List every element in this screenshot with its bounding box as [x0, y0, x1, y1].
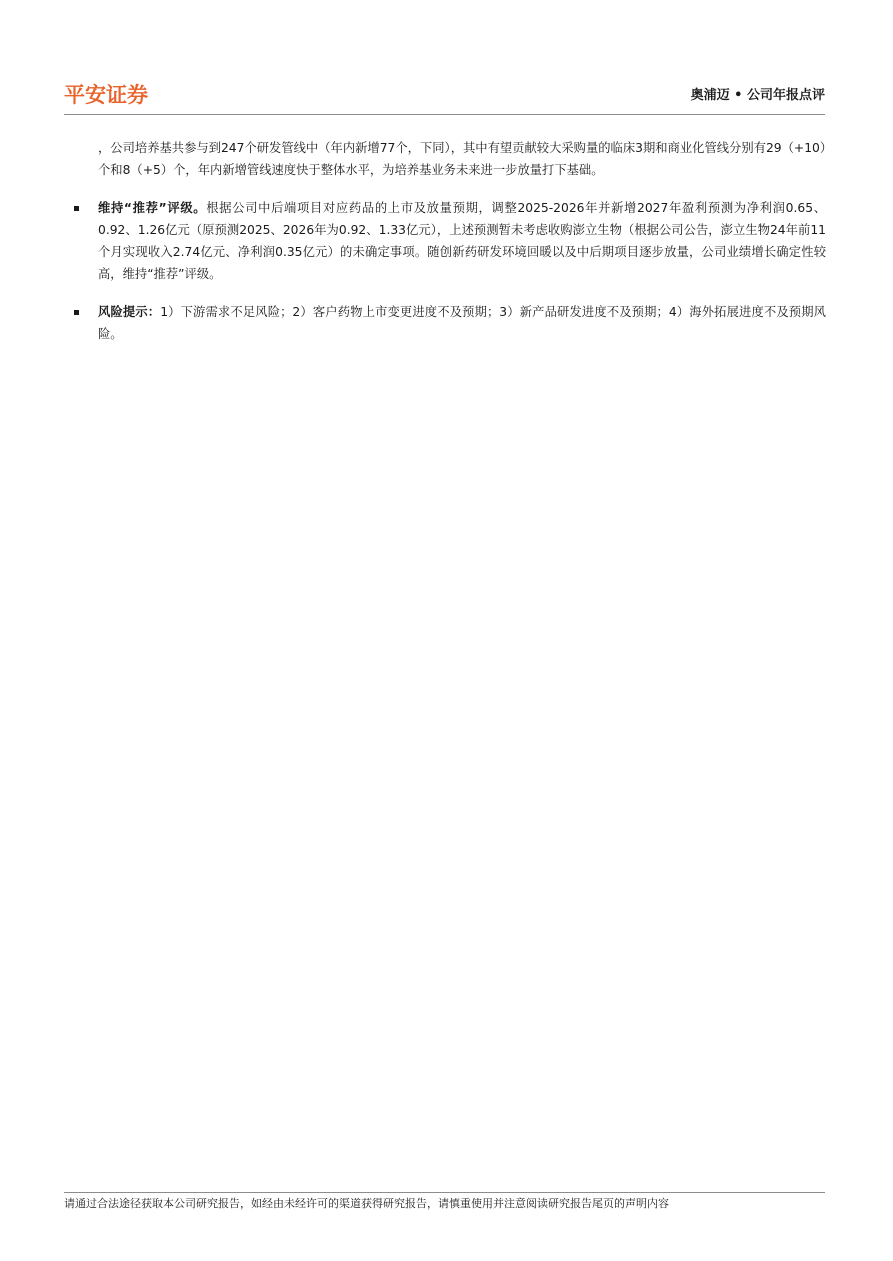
footer-disclaimer: 请通过合法途径获取本公司研究报告，如经由未经许可的渠道获得研究报告，请慎重使用并注意阅读研究报告尾页的声明内容 [64, 1197, 669, 1210]
footer-divider [64, 1192, 825, 1193]
risk-lead: 风险提示： [98, 305, 161, 319]
header-divider [64, 114, 825, 115]
company-logo: 平安证券 [64, 83, 148, 107]
rating-text: 根据公司中后端项目对应药品的上市及放量预期，调整2025-2026年并新增2027年盈利预测为净利润0.65、0.92、1.26亿元（原预测2025、2026年为0.92、1.33亿元），上述预测暂未考虑收购澎立生物（根据公司公告，澎立生物24年前11个月实现收入2.74亿元、净利润0.35亿元）的未确定事项。随创新药研发环境回暖以及中后期项目逐步放量，公司业绩增长确定性较高，维持“推荐”评级。 [98, 201, 826, 281]
paragraph-pipeline-text: ，公司培养基共参与到247个研发管线中（年内新增77个，下同），其中有望贡献较大采购量的临床3期和商业化管线分别有29（+10）个和8（+5）个，年内新增管线速度快于整体水平，为培养基业务未来进一步放量打下基础。 [98, 141, 826, 177]
bullet-icon [74, 206, 79, 211]
report-title: 奥浦迈 • 公司年报点评 [690, 88, 825, 103]
bullet-icon [74, 310, 79, 315]
rating-lead: 维持“推荐”评级。 [98, 201, 207, 215]
paragraph-risk [74, 301, 826, 345]
paragraph-pipeline [74, 137, 826, 181]
report-body [74, 137, 826, 345]
risk-text: 1）下游需求不足风险；2）客户药物上市变更进度不及预期；3）新产品研发进度不及预期；4）海外拓展进度不及预期风险。 [98, 305, 826, 341]
paragraph-rating [74, 197, 826, 285]
